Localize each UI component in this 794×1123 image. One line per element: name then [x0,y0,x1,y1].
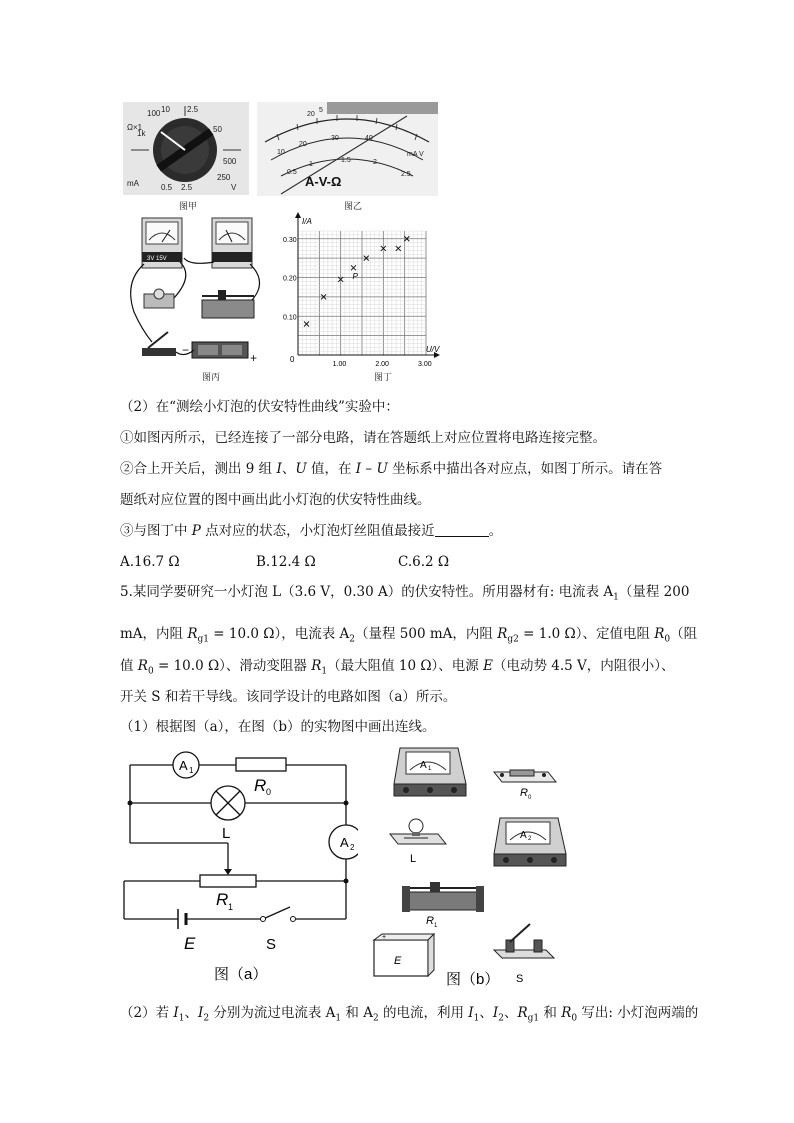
y-tick-label: 0.10 [283,314,297,322]
caption-a: 图（a） [214,966,268,983]
caption-jia: 图甲 [179,202,198,212]
y-tick-label: 0.30 [283,236,297,244]
option-a: A.16.7 Ω [120,554,180,570]
y-tick-label: 0.20 [283,275,297,283]
chart-grid [298,231,426,355]
figure-ding [282,212,442,370]
svg-text:20: 20 [307,111,315,118]
svg-text:A: A [420,760,427,771]
figure-jia [123,102,249,195]
resistor-r0[interactable] [494,770,556,801]
ammeter-a2[interactable] [494,818,566,866]
svg-text:A: A [520,830,527,841]
q5-part-1: （1）根据图（a），在图（b）的实物图中画出连线。 [120,719,436,735]
svg-text:L: L [410,853,417,865]
rheostat-r1[interactable] [402,882,484,929]
caption-yi: 图乙 [344,202,363,212]
svg-text:R: R [426,915,434,927]
svg-text:2.5: 2.5 [181,183,193,192]
svg-text:0: 0 [266,787,272,797]
svg-text:1k: 1k [137,129,146,138]
svg-text:0: 0 [528,795,532,801]
svg-text:2.5: 2.5 [401,171,411,178]
figure-b [370,742,580,988]
svg-text:2: 2 [528,836,532,842]
q2-item-3: ③与图丁中 P 点对应的状态，小灯泡灯丝阻值最接近 。 [120,523,503,539]
svg-text:E: E [394,955,402,967]
svg-text:L: L [222,825,231,842]
battery-e[interactable] [374,934,434,976]
svg-text:1: 1 [434,923,438,929]
svg-text:1: 1 [309,161,313,168]
svg-text:20: 20 [299,141,307,148]
svg-text:250: 250 [217,173,231,182]
physical-circuit-photo [122,212,272,367]
q5-line-4: 开关 S 和若干导线。该同学设计的电路如图（a）所示。 [120,689,457,705]
multimeter-dial-photo [123,102,249,195]
physical-components [370,742,580,988]
svg-text:10: 10 [277,149,285,156]
svg-text:40: 40 [365,135,373,142]
svg-text:30: 30 [331,135,339,142]
svg-text:V: V [231,183,237,192]
svg-text:Ω×1: Ω×1 [127,123,143,132]
lamp-l[interactable] [390,819,446,865]
chart-axes [295,212,440,358]
q2-heading: （2）在“测绘小灯泡的伏安特性曲线”实验中： [120,399,399,415]
svg-text:mA: mA [127,179,139,188]
q5-part-2: （2）若 $I_1$、$I_2$ 分别为流过电流表 $A_1$ 和 $A_2$ 的电流，利用 $I_1$、$I_2$、$R_{g1}$ 和 $R_0$ 写出: 小灯泡两端的 [120,1005,699,1024]
svg-text:0.5: 0.5 [161,183,173,192]
svg-text:2: 2 [350,843,355,852]
svg-text:+: + [382,934,387,941]
svg-text:mA V: mA V [407,151,424,158]
svg-text:2: 2 [373,159,377,166]
q2-item-1: ①如图丙所示，已经连接了一部分电路，请在答题纸上对应位置将电路连接完整。 [120,430,606,446]
y-axis-label: I/A [302,217,312,226]
circuit-schematic [118,745,358,985]
svg-text:R: R [520,787,528,799]
caption-b: 图（b） [446,971,500,988]
svg-text:10: 10 [161,105,170,114]
answer-blank[interactable] [435,522,489,537]
svg-text:1: 1 [428,766,432,772]
svg-text:100: 100 [147,109,161,118]
q5-line-2: mA，内阻 $R_{g1} = 10.0$ Ω），电流表 $A_2$（量程 500 mA，内阻 $R_{g2} = 1.0$ Ω）、定值电阻 $R_0$（阻 [120,626,698,645]
x-tick-label: 3.00 [418,361,432,368]
svg-text:500: 500 [223,157,237,166]
x-tick-label: 2.00 [375,361,389,368]
svg-text:1: 1 [228,902,234,912]
svg-text:S: S [516,973,524,985]
q2-item-2-cont: 题纸对应位置的图中画出此小灯泡的伏安特性曲线。 [120,492,431,508]
option-c: C.6.2 Ω [398,554,450,570]
svg-text:3V 15V: 3V 15V [147,256,167,262]
switch-s[interactable] [494,924,554,985]
q2-item-2: ②合上开关后，测出 9 组 I、U 值，在 I – U 坐标系中描出各对应点，如图丁所示。请在答 [120,461,663,477]
figure-a [118,745,358,985]
svg-text:1.5: 1.5 [341,157,351,164]
svg-text:R: R [254,776,267,795]
svg-text:E: E [184,934,196,953]
q5-line-3: 值 $R_0 = 10.0$ Ω）、滑动变阻器 $R_1$（最大阻值 10 Ω）、电源 E（电动势 4.5 V，内阻很小）、 [120,658,675,677]
caption-bing: 图丙 [202,373,221,383]
meter-scale-photo [257,102,438,196]
figure-yi [257,102,438,196]
origin-label: 0 [290,355,295,364]
svg-text:2.5: 2.5 [187,105,199,114]
svg-text:0.5: 0.5 [287,169,297,176]
svg-text:R: R [216,890,229,909]
svg-text:A: A [340,835,349,850]
svg-text:1: 1 [189,766,194,775]
option-b: B.12.4 Ω [256,554,316,570]
svg-text:A-V-Ω: A-V-Ω [305,174,342,189]
svg-text:+: + [250,351,258,365]
ammeter-a1[interactable] [394,748,466,796]
point-p-label: P [352,271,358,281]
figure-bing [122,212,272,367]
x-axis-label: U/V [426,345,440,354]
svg-text:A: A [179,758,188,773]
x-tick-label: 1.00 [332,361,347,368]
svg-text:−: − [182,343,190,357]
iu-scatter-chart [282,212,442,370]
svg-text:S: S [266,936,277,953]
q5-line-1: 5.某同学要研究一小灯泡 L（3.6 V，0.30 A）的伏安特性。所用器材有: 电流表 $A_1$（量程 200 [120,584,690,603]
svg-text:50: 50 [213,125,222,134]
caption-ding: 图丁 [374,373,393,383]
svg-text:5: 5 [319,107,323,114]
